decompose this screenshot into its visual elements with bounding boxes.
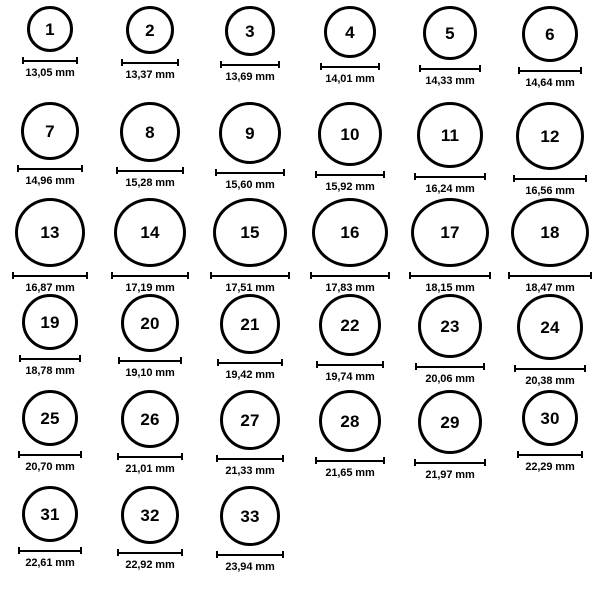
ring-size-label: 8 — [145, 122, 155, 142]
ring-measure — [517, 451, 583, 473]
caliper-icon — [19, 355, 81, 362]
ring-size-label: 33 — [240, 506, 260, 526]
ring-circle — [126, 6, 174, 54]
ring-size-label: 28 — [340, 411, 360, 431]
ring-diameter-label: 13,05 mm — [25, 67, 75, 79]
caliper-icon — [508, 272, 592, 279]
caliper-icon — [414, 459, 486, 466]
ring-measure — [116, 167, 184, 189]
caliper-icon — [220, 61, 280, 68]
ring-size-label: 13 — [40, 223, 60, 242]
ring-circle — [516, 102, 584, 170]
caliper-icon — [409, 272, 491, 279]
caliper-icon — [315, 171, 385, 178]
ring-diameter-label: 21,01 mm — [125, 463, 175, 475]
ring-size-label: 24 — [540, 317, 560, 337]
ring-diameter-label: 18,78 mm — [25, 365, 75, 377]
ring-size-label: 15 — [240, 223, 260, 242]
ring-size-cell — [0, 294, 100, 390]
ring-circle — [522, 390, 578, 446]
ring-size-cell — [100, 486, 200, 582]
ring-size-cell — [200, 102, 300, 198]
ring-size-cell — [100, 294, 200, 390]
caliper-icon — [513, 175, 587, 182]
ring-size-label: 27 — [240, 410, 260, 430]
ring-diameter-label: 17,83 mm — [325, 282, 375, 294]
caliper-icon — [316, 361, 384, 368]
ring-diameter-label: 13,37 mm — [125, 69, 175, 81]
caliper-icon — [117, 549, 183, 556]
caliper-icon — [18, 547, 82, 554]
ring-circle — [225, 6, 275, 56]
ring-diameter-label: 21,97 mm — [425, 469, 475, 481]
ring-circle — [417, 102, 483, 168]
ring-measure — [508, 272, 592, 294]
ring-circle — [511, 198, 589, 267]
ring-diameter-label: 14,01 mm — [325, 73, 375, 85]
ring-measure — [414, 173, 486, 195]
ring-size-cell — [400, 294, 500, 390]
ring-size-cell — [0, 102, 100, 198]
ring-size-cell — [100, 198, 200, 294]
ring-circle — [411, 198, 489, 267]
ring-circle — [114, 198, 186, 267]
caliper-icon — [18, 451, 82, 458]
caliper-icon — [419, 65, 481, 72]
ring-measure — [18, 451, 82, 473]
ring-measure — [217, 359, 283, 381]
ring-size-label: 21 — [240, 314, 260, 334]
ring-size-label: 3 — [245, 21, 255, 41]
ring-circle — [418, 294, 482, 358]
ring-size-cell — [200, 6, 300, 102]
ring-measure — [118, 357, 182, 379]
caliper-icon — [17, 165, 83, 172]
ring-diameter-label: 22,61 mm — [25, 557, 75, 569]
ring-measure — [310, 272, 390, 294]
ring-size-cell — [100, 6, 200, 102]
ring-circle — [319, 294, 381, 356]
ring-diameter-label: 20,70 mm — [25, 461, 75, 473]
ring-size-label: 6 — [545, 24, 555, 44]
ring-size-cell — [500, 198, 600, 294]
ring-diameter-label: 21,65 mm — [325, 467, 375, 479]
ring-size-cell — [500, 102, 600, 198]
caliper-icon — [111, 272, 189, 279]
ring-circle — [418, 390, 482, 454]
ring-circle — [220, 486, 280, 546]
ring-circle — [22, 390, 78, 446]
ring-size-cell — [0, 6, 100, 102]
ring-circle — [120, 102, 180, 162]
ring-size-label: 31 — [40, 504, 60, 524]
ring-size-label: 23 — [440, 316, 460, 336]
ring-diameter-label: 14,33 mm — [425, 75, 475, 87]
ring-size-cell — [100, 102, 200, 198]
ring-measure — [117, 453, 183, 475]
ring-size-label: 32 — [140, 505, 160, 525]
ring-measure — [419, 65, 481, 87]
ring-diameter-label: 22,29 mm — [525, 461, 575, 473]
ring-diameter-label: 20,38 mm — [525, 375, 575, 387]
caliper-icon — [22, 57, 78, 64]
caliper-icon — [517, 451, 583, 458]
ring-size-cell — [200, 486, 300, 582]
ring-size-label: 5 — [445, 23, 455, 43]
ring-size-label: 4 — [345, 22, 355, 42]
ring-circle — [27, 6, 73, 52]
ring-measure — [518, 67, 582, 89]
ring-size-label: 17 — [440, 223, 460, 242]
ring-measure — [210, 272, 290, 294]
ring-size-label: 14 — [140, 223, 160, 242]
caliper-icon — [121, 59, 179, 66]
ring-size-cell — [500, 6, 600, 102]
ring-diameter-label: 14,96 mm — [25, 175, 75, 187]
caliper-icon — [118, 357, 182, 364]
ring-size-cell — [400, 6, 500, 102]
ring-size-cell — [200, 198, 300, 294]
ring-size-label: 12 — [540, 126, 560, 146]
ring-circle — [121, 486, 179, 544]
caliper-icon — [310, 272, 390, 279]
ring-size-label: 20 — [140, 313, 160, 333]
ring-measure — [320, 63, 380, 85]
ring-size-label: 9 — [245, 123, 255, 143]
ring-measure — [513, 175, 587, 197]
ring-diameter-label: 16,87 mm — [25, 282, 75, 294]
ring-circle — [318, 102, 382, 166]
ring-size-cell — [400, 102, 500, 198]
ring-circle — [15, 198, 85, 267]
caliper-icon — [117, 453, 183, 460]
ring-size-cell — [200, 390, 300, 486]
caliper-icon — [315, 457, 385, 464]
ring-diameter-label: 18,47 mm — [525, 282, 575, 294]
ring-size-label: 10 — [340, 124, 360, 144]
ring-measure — [117, 549, 183, 571]
ring-circle — [22, 294, 78, 350]
ring-size-label: 30 — [540, 408, 560, 428]
ring-measure — [216, 455, 284, 477]
ring-size-label: 29 — [440, 412, 460, 432]
ring-diameter-label: 17,51 mm — [225, 282, 275, 294]
ring-measure — [220, 61, 280, 83]
ring-circle — [423, 6, 477, 60]
ring-size-cell — [400, 390, 500, 486]
ring-diameter-label: 22,92 mm — [125, 559, 175, 571]
ring-size-label: 7 — [45, 121, 55, 141]
ring-size-cell — [0, 390, 100, 486]
ring-diameter-label: 18,15 mm — [425, 282, 475, 294]
ring-size-cell — [0, 198, 100, 294]
caliper-icon — [414, 173, 486, 180]
ring-size-cell — [300, 390, 400, 486]
ring-diameter-label: 16,24 mm — [425, 183, 475, 195]
ring-diameter-label: 19,42 mm — [225, 369, 275, 381]
ring-size-label: 22 — [340, 315, 360, 335]
ring-size-cell — [300, 294, 400, 390]
ring-size-cell — [500, 294, 600, 390]
ring-circle — [21, 102, 79, 160]
ring-measure — [415, 363, 485, 385]
ring-measure — [216, 551, 284, 573]
ring-circle — [22, 486, 78, 542]
caliper-icon — [216, 551, 284, 558]
ring-size-label: 25 — [40, 408, 60, 428]
ring-measure — [316, 361, 384, 383]
ring-measure — [315, 457, 385, 479]
ring-measure — [215, 169, 285, 191]
ring-measure — [514, 365, 586, 387]
ring-size-label: 11 — [440, 125, 460, 145]
caliper-icon — [216, 455, 284, 462]
ring-circle — [517, 294, 583, 360]
caliper-icon — [116, 167, 184, 174]
ring-size-cell — [0, 486, 100, 582]
ring-circle — [219, 102, 281, 164]
ring-size-label: 1 — [45, 19, 55, 39]
ring-measure — [19, 355, 81, 377]
ring-circle — [324, 6, 376, 58]
ring-circle — [312, 198, 388, 267]
ring-measure — [17, 165, 83, 187]
ring-diameter-label: 19,74 mm — [325, 371, 375, 383]
ring-size-cell — [300, 6, 400, 102]
ring-measure — [22, 57, 78, 79]
ring-diameter-label: 17,19 mm — [125, 282, 175, 294]
caliper-icon — [514, 365, 586, 372]
ring-circle — [220, 294, 280, 354]
ring-measure — [121, 59, 179, 81]
ring-diameter-label: 14,64 mm — [525, 77, 575, 89]
ring-circle — [121, 390, 179, 448]
ring-measure — [111, 272, 189, 294]
ring-diameter-label: 15,92 mm — [325, 181, 375, 193]
caliper-icon — [215, 169, 285, 176]
ring-size-label: 18 — [540, 223, 560, 242]
ring-size-label: 19 — [40, 312, 60, 332]
ring-diameter-label: 23,94 mm — [225, 561, 275, 573]
ring-circle — [522, 6, 578, 62]
ring-circle — [213, 198, 287, 267]
ring-size-label: 2 — [145, 20, 155, 40]
ring-circle — [220, 390, 280, 450]
ring-size-cell — [300, 198, 400, 294]
ring-measure — [315, 171, 385, 193]
ring-size-cell — [500, 390, 600, 486]
ring-diameter-label: 16,56 mm — [525, 185, 575, 197]
ring-diameter-label: 13,69 mm — [225, 71, 275, 83]
ring-measure — [414, 459, 486, 481]
ring-measure — [409, 272, 491, 294]
caliper-icon — [518, 67, 582, 74]
ring-diameter-label: 15,28 mm — [125, 177, 175, 189]
caliper-icon — [12, 272, 88, 279]
ring-measure — [18, 547, 82, 569]
ring-size-cell — [400, 198, 500, 294]
caliper-icon — [210, 272, 290, 279]
ring-circle — [121, 294, 179, 352]
caliper-icon — [320, 63, 380, 70]
ring-diameter-label: 21,33 mm — [225, 465, 275, 477]
ring-diameter-label: 19,10 mm — [125, 367, 175, 379]
caliper-icon — [415, 363, 485, 370]
ring-measure — [12, 272, 88, 294]
ring-diameter-label: 20,06 mm — [425, 373, 475, 385]
ring-size-label: 16 — [340, 223, 360, 242]
caliper-icon — [217, 359, 283, 366]
ring-size-label: 26 — [140, 409, 160, 429]
ring-size-cell — [100, 390, 200, 486]
ring-diameter-label: 15,60 mm — [225, 179, 275, 191]
ring-size-cell — [200, 294, 300, 390]
ring-size-cell — [300, 102, 400, 198]
ring-circle — [319, 390, 381, 452]
